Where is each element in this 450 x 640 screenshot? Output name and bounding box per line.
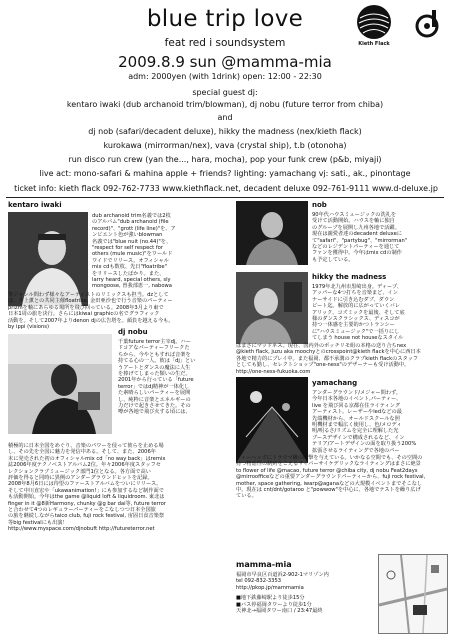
venue-info <box>236 572 376 614</box>
bio-line: ファンを獲得中。今年はmix cdの制作 <box>312 250 402 257</box>
venue-address: 福岡市早良区百道浜2-902-1マリゾン内 <box>236 572 329 578</box>
bio-line: 今年日本各地のイベント,パーティー、 <box>312 396 402 403</box>
bio-line: mix cdも数枚、先日"floatribe" <box>92 264 167 271</box>
bio-line: テリア/アートデザインの面を取り扱う200% <box>312 441 417 448</box>
bio-line: 噂が各地で飛び火する頃には、 <box>118 409 191 416</box>
bio-line: はまさにマッドネス。現在、国内外のポッチリモ組の本格の送り合ちnex <box>236 343 407 349</box>
hikky-bio-right <box>312 284 446 342</box>
bio-credit: by ippi (visions) <box>8 324 49 331</box>
guests-line-2: dj nob (safari/decadent deluxe), hikky the madness (nex/kieth flack) <box>88 127 362 136</box>
bio-line: のアルバム"dub archanoid (file <box>92 219 169 226</box>
bio-line: そして中川直宏や「ukawanimation!」にも参加するなど制作面で <box>8 487 164 494</box>
nob-heading: nob <box>312 201 327 209</box>
nobu-photo <box>8 334 112 434</box>
bio-line: terror」ではdj精神が一体化し <box>118 383 190 390</box>
bio-line: ちから、今やともすれば音楽を <box>118 351 191 358</box>
bio-line: をリリースしたばかり。また、 <box>92 270 165 277</box>
bio-line: アリック、コズミックを最後、そして底 <box>312 309 405 316</box>
hikky-heading: hikky the madness <box>312 273 387 281</box>
bio-line: finger in it @8新Harmony, chunky @g bar dai等, future terror <box>8 500 166 507</box>
venue-access-line: 天神北→福岡タワー南口 / 23:47最終 <box>236 608 323 615</box>
bio-line: 千葉future terror主宰dj。ハー <box>118 339 191 345</box>
bio-line: 1979年北九州市黒崎出身。ディープ、 <box>312 284 402 290</box>
bio-line: 90年代ハウスミュージックの洗礼を <box>312 212 397 218</box>
bio-line: live を飛び回る京都在住ライティング <box>312 402 400 409</box>
bio-line: dub archanoid trim名義では2枚 <box>92 213 171 219</box>
bio-line: レクションクラブミュージック部門1位となる。各方面で高い <box>8 468 151 475</box>
hikky-photo <box>236 272 308 344</box>
bio-line: ビート迄。解放的に広がっていくバレ <box>312 303 400 310</box>
bio-line: larry heard, special others, sly <box>92 277 171 284</box>
bio-line: 名義では"blue nuit (no.44)"を、 <box>92 238 172 245</box>
bio-line: 様のダンスクラシックス、ディスコが <box>312 316 400 323</box>
guests-line-1: kentaro iwaki (dub archanoid trim/blowman), dj nobu (future terror from chiba) <box>66 100 384 109</box>
bio-line: "respect for self respect for <box>92 245 163 252</box>
nob-bio <box>312 212 446 263</box>
bio-line: 等big festivalにも出演！ <box>8 519 68 526</box>
bio-line: 2008年8月6日には待望のファーストアルバムをついにリリース。 <box>8 481 162 488</box>
bio-line: 持つ一体感を主要的かつトランシー <box>312 322 395 329</box>
bio-line: た素晴らしいパーティーを展開 <box>118 390 191 397</box>
bio-line: 評価を得ると同時に異例のアンダーグラウンドヒットを記録。 <box>8 475 153 482</box>
special-guests-label: special guest dj: <box>192 88 258 97</box>
guests-line-4: run disco run crew (yan the..., hara, mocha), pop your funk crew (p&b, miyaji) <box>68 155 382 164</box>
bio-line: アンダーグラウンド/メジャー問わず。 <box>312 390 401 396</box>
bio-link: http://one-ness-fukuoka.com <box>236 368 311 375</box>
bio-line: ドコアなパーティーフリークた <box>118 345 190 352</box>
bio-line: mother, space gathering, iwarp@aganaなどの大規模イベントまでそこなし <box>236 480 423 487</box>
bio-line: 誌2006年度テクノベストアルバム2位。年々2006年度スタッフセ <box>8 462 161 469</box>
bio-line: に"ハウスミュージック"で一括りにし <box>312 328 400 335</box>
bio-line: 各地で精力的にプレイ中。また福岡、都不承溝のクラブkieth flackのスタッフ <box>236 355 419 362</box>
kentaro-bio-full <box>8 292 230 330</box>
bio-line: ティーヘッズにトラウマ級の衝撃を与えている。いかなる空間でも、その空間の <box>236 455 423 461</box>
bio-line: し、その先を全国に魅力を発信中ある。そして、また、2006年 <box>8 449 156 456</box>
nobu-bio-top <box>118 339 230 416</box>
bio-line: としても勤し、セレクトショップ"one-ness"のデザーナーも受け活動中。 <box>236 362 410 369</box>
bio-line: 受けて活動開始。ハウスを軸に独自 <box>312 218 395 225</box>
bio-line: 2001年から行っている「future <box>118 377 194 384</box>
bio-line: アーティスト。レーザーやledなどの最 <box>312 409 402 416</box>
event-date: 2009.8.9 sun @mamma-mia <box>118 53 332 71</box>
bio-line: @mirroofficeなどの重要アンダーグラウンドパーティーから、fuji rock festival, <box>236 474 426 481</box>
bio-line: は、井上薫との共同主催floatribe, 金田亜沙也で行う音楽のパーティー <box>8 298 173 305</box>
bio-line: 現在は親愛者達のdecadent deluxeに <box>312 231 402 238</box>
kentaro-heading: kentaro iwaki <box>8 201 62 209</box>
bio-line: のグルーブを展開し九州各地で活躍。 <box>312 224 400 231</box>
venue-heading: mamma-mia <box>236 560 292 569</box>
bio-line: 等ジャンル問わず様々なアーティストのリミックスも担当。dzとして <box>8 292 169 298</box>
bio-line: ワイドでリリース。オフィシャル <box>92 257 169 264</box>
bio-line: 力だけで起きさせてきた。その <box>118 403 191 410</box>
bio-line: アッパーな4つ打ちを音楽まど、イン <box>312 290 398 297</box>
venue-access-line: ■バス停福岡タワーより徒歩1分 <box>236 601 312 608</box>
bio-line: 持てる心の一人。彼は「dj」とい <box>118 358 196 365</box>
bio-line: の旅を継続しながらtaico club, fuji rock festival, 宙固日食音楽祭 <box>8 513 165 520</box>
bio-line: others (mule music)"をワールド <box>92 251 173 258</box>
kieth-flack-logo-text: Kieth Flack <box>358 41 390 47</box>
bio-line: ンビエント色が強いblowman <box>92 232 163 239</box>
bio-line: 末に発売された初のオフィシャルmix cd「no way back」はremix <box>8 455 166 462</box>
guests-line-3: kurokawa (mirrorman/nex), vava (crystal ship), t.b (otonoha) <box>103 141 347 150</box>
yamachang-heading: yamachang <box>312 379 358 387</box>
bio-line: prizmを軸にあらゆる場所を飛び回っている。2008年3月より東で <box>8 304 164 311</box>
bio-line: ブースデザインで構成されるなど、イン <box>312 434 405 441</box>
kieth-flack-logo-icon <box>356 4 392 40</box>
bio-line: 中。現在は cnt/dnt/gotaroo と"powwow"を中心に、各地でテストを繰り広げ <box>236 487 421 494</box>
yamachang-photo <box>236 377 308 463</box>
bio-line: ている。 <box>236 493 257 500</box>
venue-url[interactable]: http://pkop.jp/mammamia <box>236 584 304 591</box>
venue-map <box>378 554 448 634</box>
bio-line: record)"、"grott (life line)"を、ア <box>92 225 176 232</box>
venue-tel: tel 092-832-3353 <box>236 578 282 585</box>
bio-line: 積極的に日本全国をめぐり、音楽のパワーを侵って彼らを止める場 <box>8 443 164 449</box>
bio-line: @kieth flack, juzu aka moochyとのcrosspoint@kieth flackを中心に西日本 <box>236 349 421 356</box>
bio-line: と合わせて4つのレギュラーパーティーをこなしつつ日本全国旅 <box>8 507 156 514</box>
bio-line: 明機材まで幅広く使用し、色/メロディ <box>312 422 402 429</box>
venue-access-line: ■地下鉄藤崎駅より徒歩15分 <box>236 595 305 602</box>
nob-photo <box>236 201 308 265</box>
admission-info: adm: 2000yen (with 1drink) open: 12:00 - 22:30 <box>128 72 322 81</box>
bio-line: ナーサイドに引き込むダブ、ダウン <box>312 296 395 303</box>
bio-line: てしまう house not houseなスタイル <box>312 335 404 342</box>
bio-line: し、純粋に音楽とエネルギーの <box>118 396 191 403</box>
hikky-bio-full <box>236 343 446 375</box>
bio-line: を捧げてしまった類いの生だ。 <box>118 371 191 378</box>
nobu-bio-full <box>8 443 230 533</box>
bio-line: て"safari"、"partybug"、"mirrorman" <box>312 237 408 244</box>
bio-line: などのレジデントパーティーを通じて <box>312 244 400 251</box>
bio-line: to flower of life @macao, future terror @chiba city, dj nobu Feat2days <box>236 467 418 474</box>
yamachang-bio-full <box>236 455 446 500</box>
bio-line: も活動開始。今年はthe game @liquid loft & liquidroom. 東北は <box>8 494 165 501</box>
yamachang-bio <box>312 390 446 454</box>
header-divider <box>6 197 444 198</box>
subtitle: feat red i soundsystem <box>164 37 286 49</box>
bio-line: 活動を。そして2007年よりdenon djの広告塔を。顔負を越える今も。 <box>8 317 174 324</box>
bio-line: mongoose, 曽我部恵一, nabowa <box>92 283 172 290</box>
bio-line: 日本1周の旅を決行。さらにはkiwai graphicの名でグラフィック <box>8 311 160 318</box>
kentaro-bio-right <box>92 213 226 290</box>
page-title: blue trip love <box>146 6 304 32</box>
decadent-logo-icon <box>412 8 442 38</box>
bio-line: 先端機材から、オールドスクールな照 <box>312 415 400 422</box>
bio-line: 持つ物語性の制約をこえるサイバーサイケデリックなライティングはまさに絶景 <box>236 461 421 468</box>
bio-line: うアートとダンスの魔法に人生 <box>118 364 191 371</box>
bio-links: http://www.myspace.com/djnobuft http://futureterror.net <box>8 526 155 533</box>
bio-line: も予定している。 <box>312 256 354 263</box>
guests-line-5: live act: mono-safari & mahina apple + friends? lighting: yamachang vj: sati., ak., pinontage <box>39 169 411 178</box>
bio-line: 明/明るさ/リズムを完全に理解した光 <box>312 428 399 435</box>
ticket-info: ticket info: kieth flack 092-762-7733 www.kiethflack.net, decadent deluxe 092-761-9111 www.d-deluxe.jp <box>14 184 438 193</box>
bio-line: 拡張させるライティングで各地のパー <box>312 447 400 454</box>
and-label: and <box>217 113 233 122</box>
nobu-heading: dj nobu <box>118 328 148 336</box>
